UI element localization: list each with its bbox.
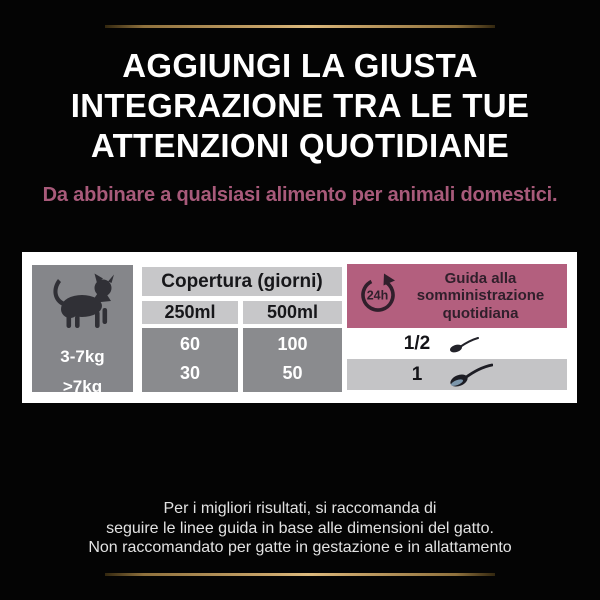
dose-row-large-cat: [347, 359, 567, 390]
disclaimer-line-1: Per i migliori risultati, si raccomanda di: [163, 500, 437, 517]
gold-divider-top: [105, 25, 495, 28]
title-line-2: INTEGRAZIONE TRA LE TUE: [70, 87, 530, 124]
dose-row-small-cat: [347, 330, 567, 358]
title-line-3: ATTENZIONI QUOTIDIANE: [90, 127, 510, 164]
weight-row-large: >7kg: [62, 377, 103, 396]
page-title: [0, 46, 600, 166]
dose-amount-half: 1/2: [403, 333, 431, 354]
coverage-values-500ml: [243, 328, 342, 392]
coverage-header: Copertura (giorni): [142, 267, 342, 296]
page-subtitle: Da abbinare a qualsiasi alimento per animali domestici.: [42, 184, 558, 206]
coverage-column-250ml: 250ml: [142, 301, 238, 324]
24h-icon-label: 24h: [366, 288, 389, 302]
coverage-value-250ml-small-cat: 60: [179, 334, 201, 354]
coverage-value-500ml-small-cat: 100: [277, 334, 308, 354]
coverage-value-500ml-large-cat: 50: [282, 363, 303, 383]
coverage-column-500ml: 500ml: [243, 301, 342, 324]
cat-icon: [32, 271, 133, 339]
weight-column: [32, 265, 133, 396]
gold-divider-bottom: [105, 573, 495, 576]
dosage-table: [22, 252, 577, 403]
dose-amount-one: 1: [411, 363, 423, 385]
disclaimer-text: [0, 499, 600, 558]
disclaimer-line-3: Non raccomandato per gatte in gestazione e in allattamento: [88, 539, 512, 556]
weight-row-small: 3-7kg: [60, 347, 105, 366]
large-spoon-icon: [449, 362, 493, 388]
daily-guide-title: Guida alla somministrazione quotidiana: [416, 269, 545, 322]
small-spoon-icon: [449, 336, 479, 353]
24h-clock-icon: [356, 272, 400, 321]
coverage-value-250ml-large-cat: 30: [179, 363, 201, 383]
coverage-values-250ml: [142, 328, 238, 392]
daily-guide-header: [347, 264, 567, 328]
title-line-1: AGGIUNGI LA GIUSTA: [122, 47, 478, 84]
disclaimer-line-2: seguire le linee guida in base alle dimensioni del gatto.: [106, 519, 494, 537]
